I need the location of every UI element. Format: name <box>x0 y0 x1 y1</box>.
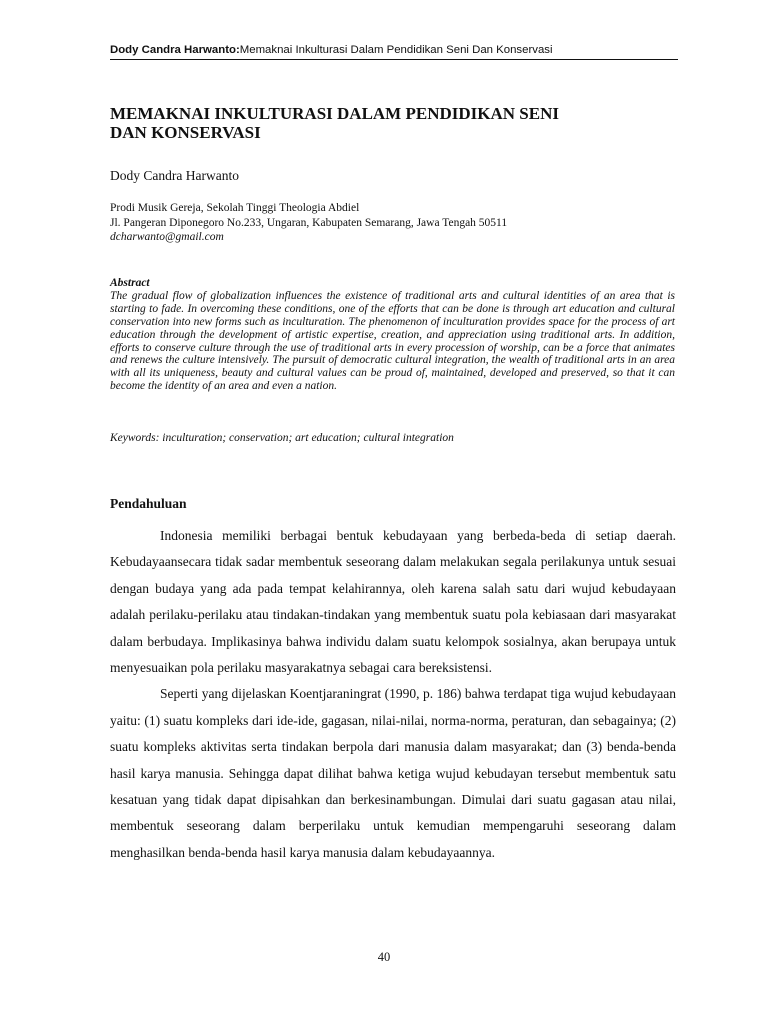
page-number: 40 <box>377 950 391 964</box>
abstract-text: The gradual flow of globalization influences the existence of traditional arts and cultural identities of an area that is starting to fade. In overcoming these conditions, one of the efforts that can be done is through art education and cultural conservation into new forms such as inculturation. The phenomenon of inculturation provides space for the process of art education through the development of artistic expertise, creation, and appreciation using traditional arts. In addition, efforts to conserve culture through the use of traditional arts in every procession of worship, can be a force that animates and renews the culture intensively. The pursuit of democratic cultural integration, the wealth of traditional arts in an area with all its uniqueness, beauty and cultural values can be proud of, maintained, developed and preserved, so that it can become the identity of an area and even a nation. <box>110 289 675 393</box>
section-heading: Pendahuluan <box>110 496 187 511</box>
header-author: Dody Candra Harwanto: <box>110 44 240 56</box>
author-name: Dody Candra Harwanto <box>110 168 239 183</box>
paper-title-line: MEMAKNAI INKULTURASI DALAM PENDIDIKAN SENI <box>110 104 559 123</box>
abstract-heading: Abstract <box>110 277 150 289</box>
abstract <box>110 277 675 393</box>
running-header <box>110 44 678 60</box>
header-title: Memaknai Inkulturasi Dalam Pendidikan Seni Dan Konservasi <box>239 44 553 56</box>
author-email: dcharwanto@gmail.com <box>110 231 224 243</box>
paragraph: Indonesia memiliki berbagai bentuk kebudayaan yang berbeda-beda di setiap daerah. Kebudayaansecara tidak sadar membentuk seseorang dalam melakukan segala perilakunya untuk sesuai dengan budaya yang ada pada tempat kelahirannya, oleh karena salah satu dari wujud kebudayaan adalah perilaku-perilaku atau tindakan-tindakan yang membentuk suatu pola kebiasaan dari masyarakat dalam berbudaya. Implikasinya bahwa individu dalam suatu kelompok sosialnya, akan berupaya untuk menyesuaikan pola perilaku masyarakatnya sebagai cara bereksistensi. <box>110 528 676 676</box>
paper-title-line: DAN KONSERVASI <box>110 123 261 142</box>
keywords: Keywords: inculturation; conservation; art education; cultural integration <box>110 432 454 444</box>
affiliation-block <box>110 201 507 245</box>
affiliation: Prodi Musik Gereja, Sekolah Tinggi Theologia Abdiel <box>110 202 360 214</box>
paragraph: Seperti yang dijelaskan Koentjaraningrat (1990, p. 186) bahwa terdapat tiga wujud kebudayaan yaitu: (1) suatu kompleks dari ide-ide, gagasan, nilai-nilai, norma-norma, peraturan, dan sebagainya; (2) suatu kompleks aktivitas serta tindakan berpola dari manusia dalam masyarakat; dan (3) benda-benda hasil karya manusia. Sehingga dapat dilihat bahwa ketiga wujud kebudayan tersebut membentuk satu kesatuan yang tidak dapat dipisahkan dan berkesinambungan. Dimulai dari suatu gagasan atau nilai, membentuk seseorang dalam berperilaku untuk kemudian mempengaruhi seseorang dalam menghasilkan benda-benda hasil karya manusia dalam kebudayaannya. <box>110 686 676 860</box>
body-text <box>110 523 676 866</box>
address: Jl. Pangeran Diponegoro No.233, Ungaran, Kabupaten Semarang, Jawa Tengah 50511 <box>110 216 508 229</box>
paper-title <box>110 104 670 142</box>
